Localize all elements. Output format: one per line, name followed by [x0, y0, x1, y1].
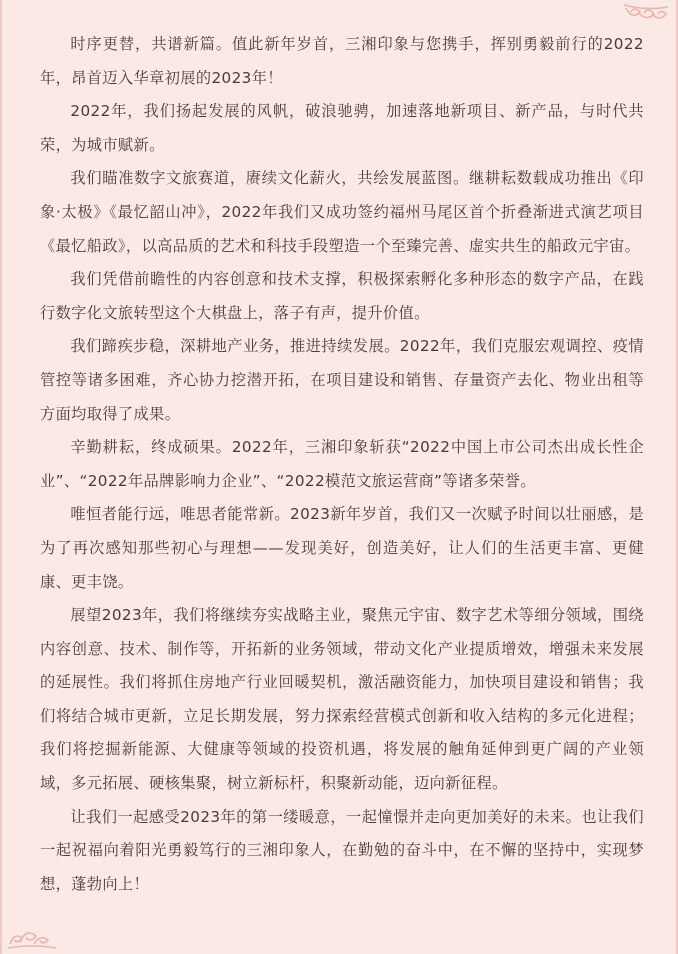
paragraph: 唯恒者能行远，唯思者能常新。2023新年岁首，我们又一次赋予时间以壮丽感，是为了再次感知那些初心与理想——发现美好，创造美好，让人们的生活更丰富、更健康、更丰饶。	[40, 505, 644, 591]
paragraph: 2022年，我们扬起发展的风帆，破浪驰骋，加速落地新项目、新产品，与时代共荣，为城市赋新。	[40, 102, 644, 154]
paragraph: 时序更替，共谱新篇。值此新年岁首，三湘印象与您携手，挥别勇毅前行的2022年，昂首迈入华章初展的2023年！	[40, 35, 644, 87]
paragraph: 我们瞄准数字文旅赛道，赓续文化薪火，共绘发展蓝图。继耕耘数载成功推出《印象·太极》《最忆韶山冲》，2022年我们又成功签约福州马尾区首个折叠渐进式演艺项目《最忆船政》，以高品质的艺术和科技手段塑造一个至臻完善、虚实共生的船政元宇宙。	[40, 169, 644, 255]
article-body	[40, 28, 644, 901]
auspicious-cloud-icon	[6, 924, 58, 950]
paragraph: 我们凭借前瞻性的内容创意和技术支撑，积极探索孵化多种形态的数字产品，在践行数字化文旅转型这个大棋盘上，落子有声，提升价值。	[40, 270, 644, 322]
auspicious-cloud-icon	[622, 2, 670, 24]
paragraph: 让我们一起感受2023年的第一缕暖意，一起憧憬并走向更加美好的未来。也让我们一起祝福向着阳光勇毅笃行的三湘印象人，在勤勉的奋斗中，在不懈的坚持中，实现梦想，蓬勃向上！	[40, 807, 644, 893]
paragraph: 展望2023年，我们将继续夯实战略主业，聚焦元宇宙、数字艺术等细分领域，围绕内容创意、技术、制作等，开拓新的业务领域，带动文化产业提质增效，增强未来发展的延展性。我们将抓住房地产行业回暖契机，激活融资能力，加快项目建设和销售；我们将结合城市更新，立足长期发展，努力探索经营模式创新和收入结构的多元化进程；我们将挖掘新能源、大健康等领域的投资机遇，将发展的触角延伸到更广阔的产业领域，多元拓展、硬核集聚，树立新标杆，积聚新动能，迈向新征程。	[40, 606, 644, 793]
paragraph: 辛勤耕耘，终成硕果。2022年，三湘印象斩获“2022中国上市公司杰出成长性企业”、“2022年品牌影响力企业”、“2022模范文旅运营商”等诸多荣誉。	[40, 438, 644, 490]
paragraph: 我们蹄疾步稳，深耕地产业务，推进持续发展。2022年，我们克服宏观调控、疫情管控等诸多困难，齐心协力挖潜开拓，在项目建设和销售、存量资产去化、物业出租等方面均取得了成果。	[40, 337, 644, 423]
